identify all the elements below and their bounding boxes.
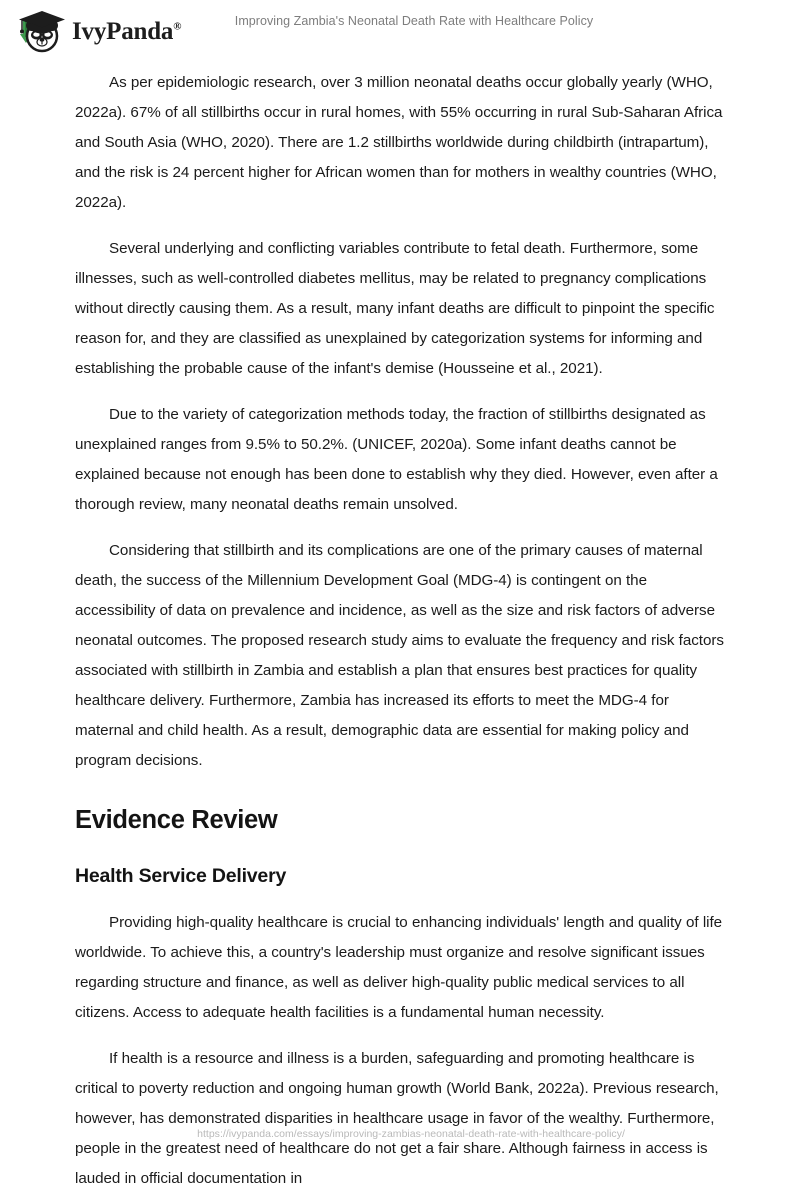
section-heading-evidence-review: Evidence Review [75,806,278,834]
paragraph: Providing high-quality healthcare is crucial to enhancing individuals' length and quality of life worldwide. To achieve this, a country's leadership must organize and resolve significant issues regarding structure and finance, as well as deliver high-quality public medical services to all citizens. Access to adequate health facilities is a fundamental human necessity. [75,914,723,1021]
page-footer [0,1124,800,1142]
paragraph: Several underlying and conflicting variables contribute to fetal death. Furthermore, some illnesses, such as well-controlled diabetes mellitus, may be related to pregnancy complications without directly causing them. As a result, many infant deaths are difficult to pinpoint the specific reason for, and they are classified as unexplained by categorization systems for informing and establishing the probable cause of the infant's demise (Housseine et al., 2021). [75,240,715,377]
footer-source-url[interactable]: https://ivypanda.com/essays/improving-zambias-neonatal-death-rate-with-healthcare-policy/ [197,1128,625,1140]
paragraph: As per epidemiologic research, over 3 million neonatal deaths occur globally yearly (WHO, 2022a). 67% of all stillbirths occur in rural homes, with 55% occurring in rural Sub-Saharan Africa and South Asia (WHO, 2020). There are 1.2 stillbirths worldwide during childbirth (intrapartum), and the risk is 24 percent higher for African women than for mothers in wealthy countries (WHO, 2022a). [75,74,723,211]
paragraph: Due to the variety of categorization methods today, the fraction of stillbirths designated as unexplained ranges from 9.5% to 50.2%. (UNICEF, 2020a). Some infant deaths cannot be explained because not enough has been done to establish why they died. However, even after a thorough review, many neonatal deaths remain unsolved. [75,406,718,513]
paragraph: Considering that stillbirth and its complications are one of the primary causes of maternal death, the success of the Millennium Development Goal (MDG-4) is contingent on the accessibility of data on prevalence and incidence, as well as the size and risk factors of adverse neonatal outcomes. The proposed research study aims to evaluate the frequency and risk factors associated with stillbirth in Zambia and establish a plan that ensures best practices for quality healthcare delivery. Furthermore, Zambia has increased its efforts to meet the MDG-4 for maternal and child health. As a result, demographic data are essential for making policy and program decisions. [75,542,724,769]
paragraph: If health is a resource and illness is a burden, safeguarding and promoting healthcare is critical to poverty reduction and ongoing human growth (World Bank, 2022a). Previous research, however, has demonstrated disparities in healthcare usage in favor of the wealthy. Furthermore, people in the greatest need of healthcare do not get a fair share. Although fairness in access is lauded in official documentation in [75,1050,719,1187]
running-head-title: Improving Zambia's Neonatal Death Rate with Healthcare Policy [234,14,594,28]
subsection-heading-health-service-delivery: Health Service Delivery [75,865,287,887]
brand-name-text: IvyPanda [72,17,174,45]
document-content [75,68,725,1194]
page-header [0,0,800,62]
registered-trademark-symbol: ® [173,20,182,33]
